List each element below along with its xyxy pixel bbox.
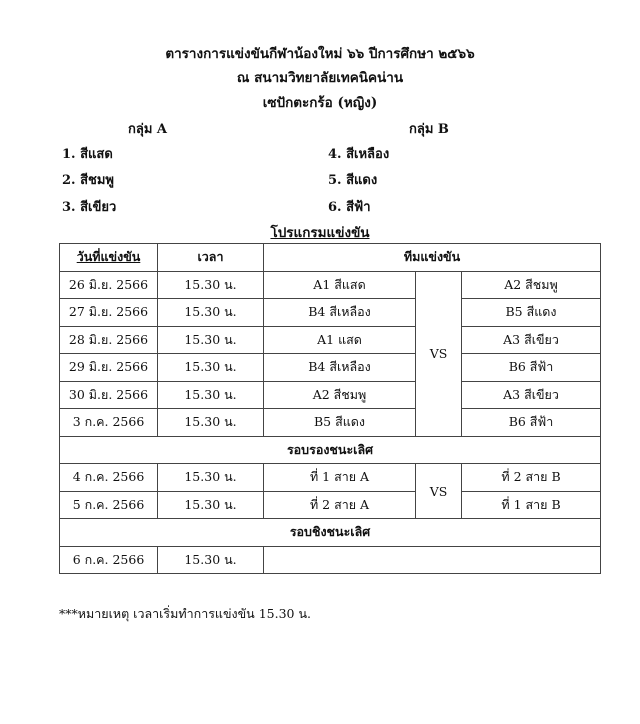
match-date: 27 มิ.ย. 2566 (60, 299, 158, 327)
table-row (60, 409, 601, 437)
section-row-semifinal (60, 436, 601, 464)
table-row (60, 491, 601, 519)
away-team: A3 สีเขียว (462, 326, 601, 354)
away-team: A2 สีชมพู (462, 271, 601, 299)
section-row-final (60, 519, 601, 547)
home-team: B5 สีแดง (264, 409, 416, 437)
home-team: B4 สีเหลือง (264, 299, 416, 327)
group-b-team: 6. สีฟ้า (328, 200, 371, 215)
match-time: 15.30 น. (158, 354, 264, 382)
doc-title: ตารางการแข่งขันกีฬาน้องใหม่ ๖๖ ปีการศึกษา ๒๕๖๖ (165, 46, 475, 62)
match-time: 15.30 น. (158, 491, 264, 519)
match-date: 26 มิ.ย. 2566 (60, 271, 158, 299)
program-title: โปรแกรมแข่งขัน (270, 225, 370, 241)
vs-label: VS (416, 464, 462, 519)
final-teams-cell (264, 546, 601, 574)
home-team: A1 สีแสด (264, 271, 416, 299)
match-date: 4 ก.ค. 2566 (60, 464, 158, 492)
vs-label: VS (416, 271, 462, 436)
group-b-heading: กลุ่ม B (409, 122, 449, 137)
group-a-team: 2. สีชมพู (62, 173, 114, 188)
venue-line: ณ สนามวิทยาลัยเทคนิคน่าน (236, 70, 404, 86)
home-team: ที่ 1 สาย A (264, 464, 416, 492)
match-date: 6 ก.ค. 2566 (60, 546, 158, 574)
group-a-team: 1. สีแสด (62, 147, 113, 162)
final-heading: รอบชิงชนะเลิศ (60, 519, 601, 547)
match-date: 29 มิ.ย. 2566 (60, 354, 158, 382)
table-row (60, 381, 601, 409)
away-team: B6 สีฟ้า (462, 409, 601, 437)
group-a-team: 3. สีเขียว (62, 200, 117, 215)
match-time: 15.30 น. (158, 299, 264, 327)
away-team: A3 สีเขียว (462, 381, 601, 409)
away-team: ที่ 1 สาย B (462, 491, 601, 519)
home-team: ที่ 2 สาย A (264, 491, 416, 519)
away-team: B6 สีฟ้า (462, 354, 601, 382)
home-team: A2 สีชมพู (264, 381, 416, 409)
footnote: ***หมายเหตุ เวลาเริ่มทำการแข่งขัน 15.30 น. (59, 606, 311, 621)
home-team: B4 สีเหลือง (264, 354, 416, 382)
group-b-team: 4. สีเหลือง (328, 147, 390, 162)
home-team: A1 แสด (264, 326, 416, 354)
match-time: 15.30 น. (158, 409, 264, 437)
match-date: 28 มิ.ย. 2566 (60, 326, 158, 354)
column-header-time: เวลา (158, 244, 264, 272)
match-time: 15.30 น. (158, 546, 264, 574)
match-date: 5 ก.ค. 2566 (60, 491, 158, 519)
match-date: 30 มิ.ย. 2566 (60, 381, 158, 409)
match-time: 15.30 น. (158, 271, 264, 299)
semifinal-heading: รอบรองชนะเลิศ (60, 436, 601, 464)
away-team: ที่ 2 สาย B (462, 464, 601, 492)
table-row (60, 326, 601, 354)
group-b-team: 5. สีแดง (328, 173, 378, 188)
table-header-row (60, 244, 601, 272)
match-time: 15.30 น. (158, 326, 264, 354)
match-date: 3 ก.ค. 2566 (60, 409, 158, 437)
column-header-date: วันที่แข่งขัน (60, 244, 158, 272)
schedule-table (59, 243, 601, 574)
sport-line: เซปักตะกร้อ (หญิง) (262, 95, 378, 111)
column-header-teams: ทีมแข่งขัน (264, 244, 601, 272)
table-row (60, 546, 601, 574)
group-a-heading: กลุ่ม A (128, 122, 168, 137)
table-row (60, 271, 601, 299)
table-row (60, 354, 601, 382)
match-time: 15.30 น. (158, 381, 264, 409)
table-row (60, 464, 601, 492)
match-time: 15.30 น. (158, 464, 264, 492)
away-team: B5 สีแดง (462, 299, 601, 327)
table-row (60, 299, 601, 327)
